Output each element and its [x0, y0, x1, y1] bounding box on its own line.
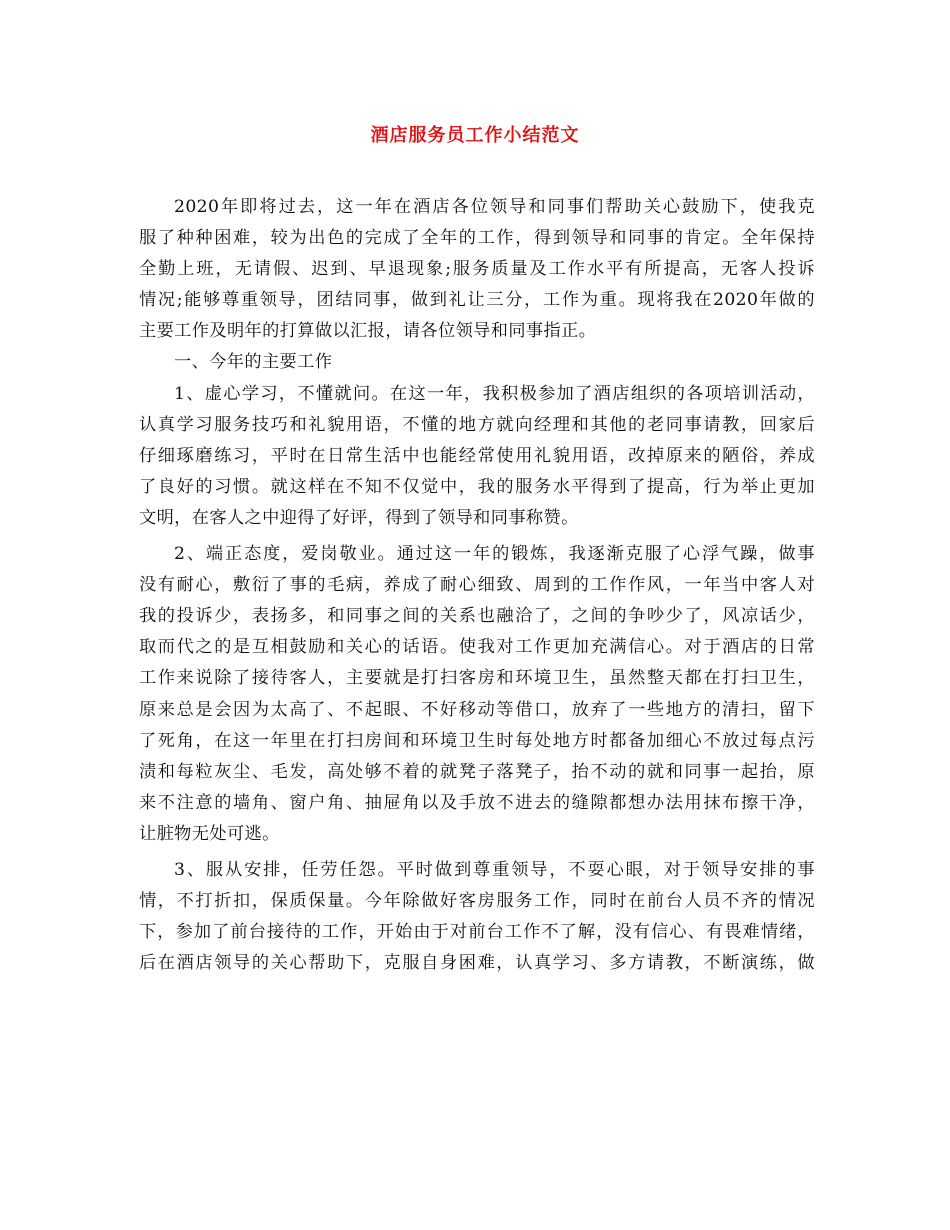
- section-heading: 一、今年的主要工作: [174, 352, 333, 373]
- text-line: 让脏物无处可逃。: [139, 823, 280, 844]
- text-line: 取而代之的是互相鼓励和关心的话语。使我对工作更加充满信心。对于酒店的日常: [139, 637, 815, 658]
- text-line: 2、端正态度，爱岗敬业。通过这一年的锻炼，我逐渐克服了心浮气躁，做事: [174, 544, 815, 565]
- text-line: 了死角，在这一年里在打扫房间和环境卫生时每处地方时都备加细心不放过每点污: [139, 730, 815, 751]
- document-title: 酒店服务员工作小结范文: [370, 125, 580, 146]
- text-line: 原来总是会因为太高了、不起眼、不好移动等借口，放弃了一些地方的清扫，留下: [139, 699, 815, 720]
- text-line: 我的投诉少，表扬多，和同事之间的关系也融洽了，之间的争吵少了，风凉话少，: [139, 606, 815, 627]
- text-line: 全勤上班，无请假、迟到、早退现象;服务质量及工作水平有所提高，无客人投诉: [139, 259, 815, 280]
- text-line: 渍和每粒灰尘、毛发，高处够不着的就凳子落凳子，抬不动的就和同事一起抬，原: [139, 761, 815, 782]
- text-line: 来不注意的墙角、窗户角、抽屉角以及手放不进去的缝隙都想办法用抹布擦干净，: [139, 792, 815, 813]
- text-line: 没有耐心，敷衍了事的毛病，养成了耐心细致、周到的工作作风，一年当中客人对: [139, 575, 815, 596]
- text-line: 下，参加了前台接待的工作，开始由于对前台工作不了解，没有信心、有畏难情绪，: [139, 922, 815, 943]
- text-line: 认真学习服务技巧和礼貌用语，不懂的地方就向经理和其他的老同事请教，回家后: [139, 414, 815, 435]
- document-body: [139, 192, 815, 979]
- text-line: 1、虚心学习，不懂就问。在这一年，我积极参加了酒店组织的各项培训活动，: [174, 383, 815, 404]
- text-line: 2020年即将过去，这一年在酒店各位领导和同事们帮助关心鼓励下，使我克: [174, 197, 815, 217]
- text-line: 服了种种困难，较为出色的完成了全年的工作，得到领导和同事的肯定。全年保持: [139, 228, 815, 249]
- text-line: 文明，在客人之中迎得了好评，得到了领导和同事称赞。: [139, 507, 579, 528]
- text-line: 仔细琢磨练习，平时在日常生活中也能经常使用礼貌用语，改掉原来的陋俗，养成: [139, 445, 815, 466]
- text-line: 情况;能够尊重领导，团结同事，做到礼让三分，工作为重。现将我在2020年做的: [139, 290, 815, 311]
- text-line: 后在酒店领导的关心帮助下，克服自身困难，认真学习、多方请教，不断演练，做: [139, 953, 815, 974]
- text-line: 情，不打折扣，保质保量。今年除做好客房服务工作，同时在前台人员不齐的情况: [139, 891, 815, 912]
- text-line: 主要工作及明年的打算做以汇报，请各位领导和同事指正。: [139, 321, 597, 342]
- text-line: 3、服从安排，任劳任怨。平时做到尊重领导，不耍心眼，对于领导安排的事: [174, 859, 815, 880]
- text-line: 了良好的习惯。就这样在不知不仅觉中，我的服务水平得到了提高，行为举止更加: [139, 476, 815, 497]
- text-line: 工作来说除了接待客人，主要就是打扫客房和环境卫生，虽然整天都在打扫卫生，: [139, 668, 815, 689]
